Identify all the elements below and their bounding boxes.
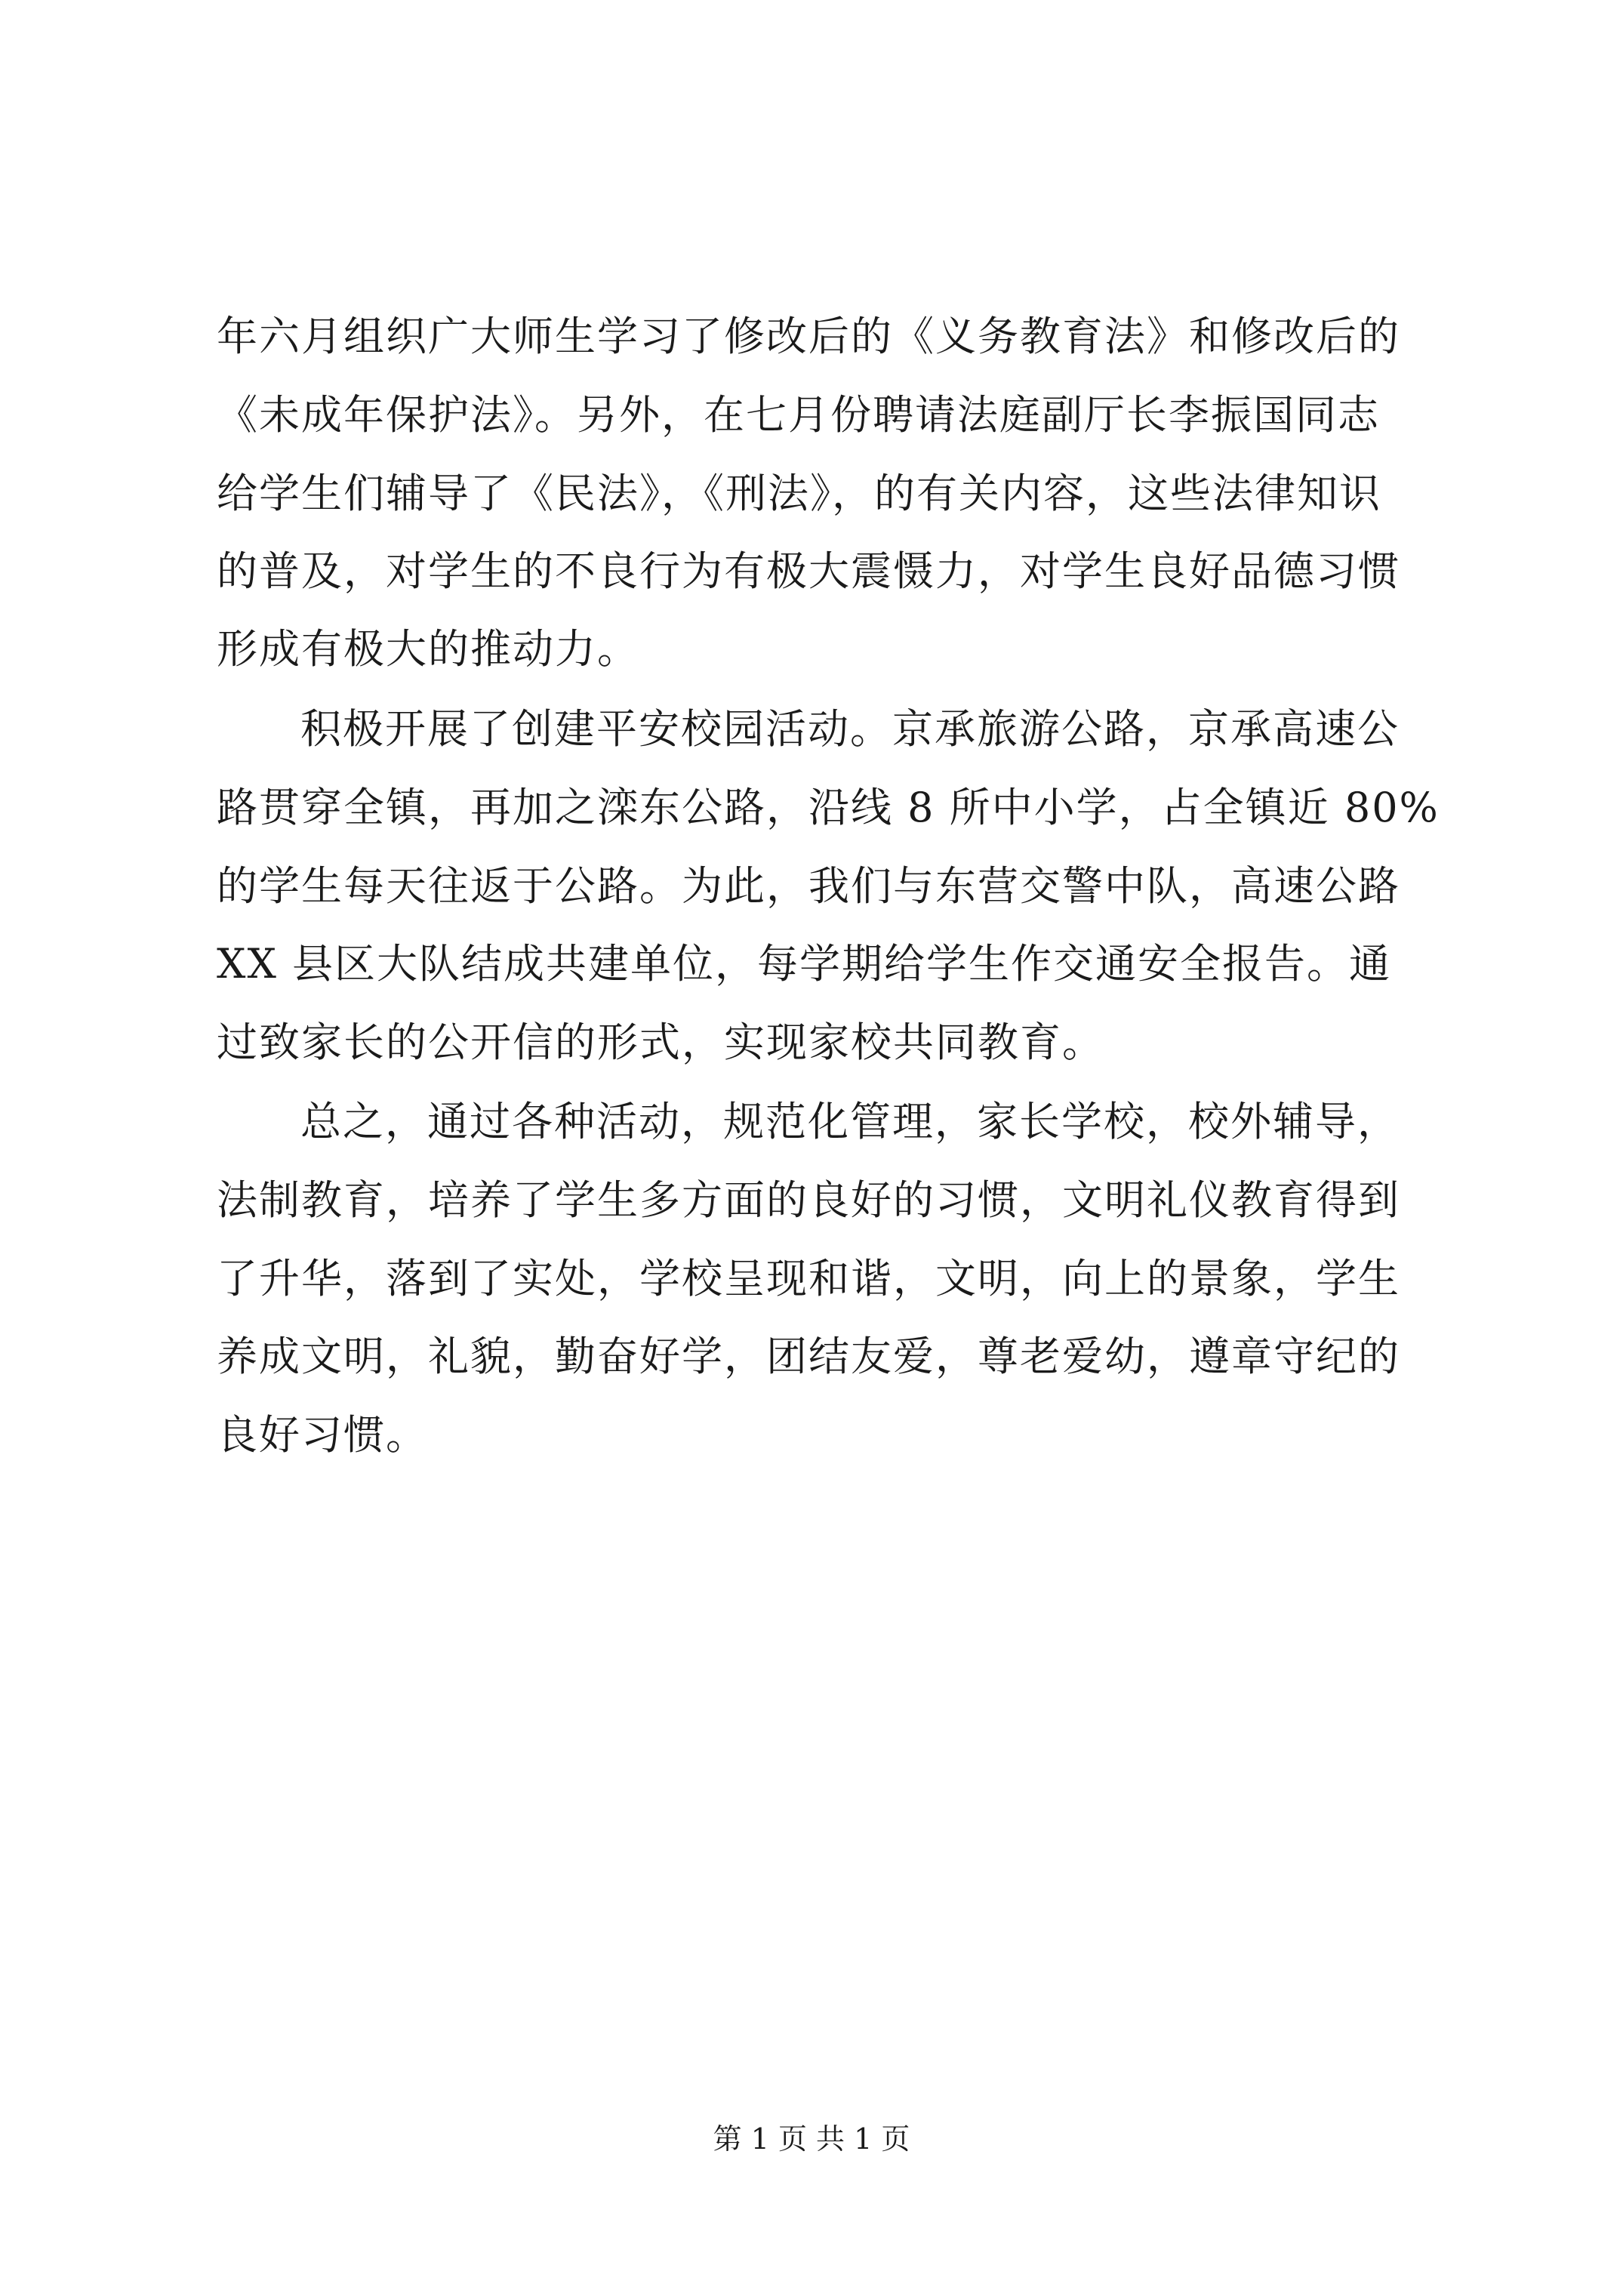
paragraph-3-line-2: 法制教育，培养了学生多方面的良好的习惯，文明礼仪教育得到 <box>217 1176 1400 1224</box>
page-footer: 第 1 页 共 1 页 <box>713 2122 910 2156</box>
paragraph-1-line-1: 年六月组织广大师生学习了修改后的《义务教育法》和修改后的 <box>217 313 1400 360</box>
paragraph-2-line-1: 积极开展了创建平安校园活动。京承旅游公路，京承高速公 <box>300 705 1400 753</box>
paragraph-2-line-3: 的学生每天往返于公路。为此，我们与东营交警中队，高速公路 <box>217 862 1400 910</box>
paragraph-1-line-4: 的普及，对学生的不良行为有极大震慑力，对学生良好品德习惯 <box>217 547 1400 595</box>
paragraph-3-line-1: 总之，通过各种活动，规范化管理，家长学校，校外辅导， <box>300 1098 1400 1145</box>
paragraph-2-line-4: XX 县区大队结成共建单位，每学期给学生作交通安全报告。通 <box>217 940 1392 988</box>
paragraph-1-line-3: 给学生们辅导了《民法》，《刑法》，的有关内容，这些法律知识 <box>217 470 1381 517</box>
paragraph-2-line-2: 路贯穿全镇，再加之滦东公路，沿线 8 所中小学，占全镇近 80% <box>217 784 1440 831</box>
paragraph-1-line-5: 形成有极大的推动力。 <box>217 625 639 673</box>
paragraph-3-line-4: 养成文明，礼貌，勤奋好学，团结友爱，尊老爱幼，遵章守纪的 <box>217 1333 1400 1380</box>
paragraph-3-line-5: 良好习惯。 <box>217 1411 428 1459</box>
paragraph-3-line-3: 了升华，落到了实处，学校呈现和谐，文明，向上的景象，学生 <box>217 1255 1400 1302</box>
paragraph-1-line-2: 《未成年保护法》。另外，在七月份聘请法庭副厅长李振国同志 <box>217 391 1380 439</box>
paragraph-2-line-5: 过致家长的公开信的形式，实现家校共同教育。 <box>217 1019 1104 1066</box>
